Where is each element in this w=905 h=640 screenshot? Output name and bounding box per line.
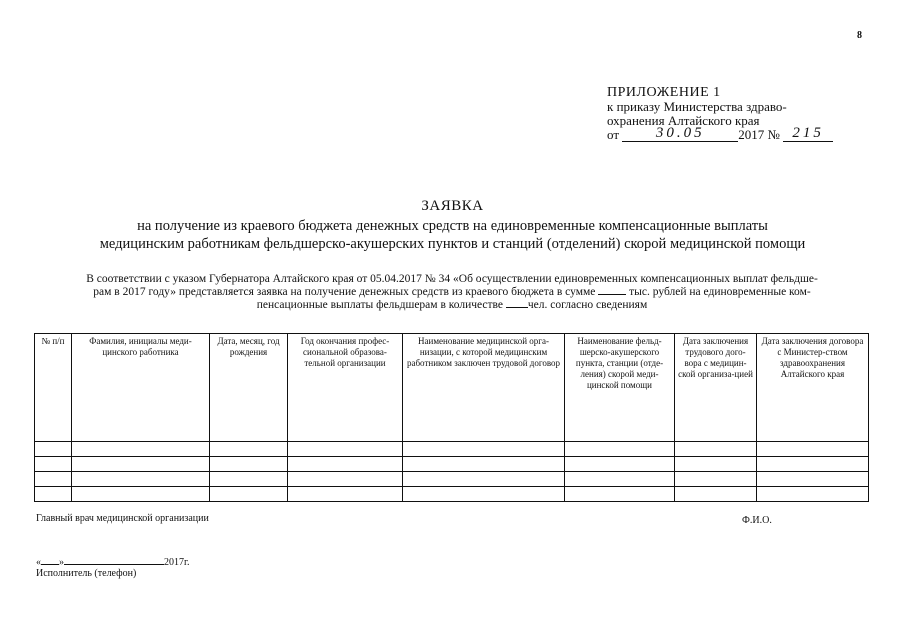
count-blank: [506, 307, 528, 308]
table-cell[interactable]: [565, 472, 675, 487]
table-cell[interactable]: [757, 442, 869, 457]
table-cell[interactable]: [675, 487, 757, 502]
table-cell[interactable]: [565, 457, 675, 472]
table-cell[interactable]: [565, 487, 675, 502]
table-cell[interactable]: [72, 472, 210, 487]
header-number: № п/п: [35, 334, 72, 442]
year-label: 2017 №: [738, 127, 780, 142]
header-ministry-contract-date: Дата заключения договора с Министер-ством здравоохранения Алтайского края: [757, 334, 869, 442]
intro-line-3: [38, 299, 866, 312]
number-field: [783, 125, 833, 142]
date-year: 2017г.: [164, 557, 190, 568]
table-cell[interactable]: [35, 487, 72, 502]
appendix-heading: ПРИЛОЖЕНИЕ 1: [607, 85, 721, 100]
table-cell[interactable]: [757, 457, 869, 472]
day-blank: [41, 564, 59, 565]
table-cell[interactable]: [210, 442, 288, 457]
date-close-quote: »: [59, 557, 64, 568]
header-medical-organization: Наименование медицинской орга-низации, с которой медицинским работником заключен трудовой договор: [403, 334, 565, 442]
intro-line-3a: пенсационные выплаты фельдшерам в количестве: [256, 299, 504, 311]
intro-paragraph: [38, 273, 866, 312]
table-cell[interactable]: [403, 442, 565, 457]
table-cell[interactable]: [757, 472, 869, 487]
table-row: [35, 472, 869, 487]
table-cell[interactable]: [72, 457, 210, 472]
table-cell[interactable]: [675, 472, 757, 487]
appendix-block: [607, 86, 833, 142]
appendix-line-2: охранения Алтайского края: [607, 113, 760, 128]
table-cell[interactable]: [210, 487, 288, 502]
month-blank: [64, 564, 164, 565]
table-header-row: [35, 334, 869, 442]
header-birthdate: Дата, месяц, год рождения: [210, 334, 288, 442]
header-station: Наименование фельд-шерско-акушерского пункта, станции (отде-ления) скорой меди-цинской помощи: [565, 334, 675, 442]
page-number: 8: [857, 30, 862, 41]
table-cell[interactable]: [675, 457, 757, 472]
table-cell[interactable]: [288, 442, 403, 457]
subtitle-line-1: на получение из краевого бюджета денежных средств на единовременные компенсационные выплаты: [137, 218, 768, 234]
table-cell[interactable]: [757, 487, 869, 502]
from-label: от: [607, 127, 620, 142]
date-field: [622, 125, 738, 142]
table-cell[interactable]: [210, 457, 288, 472]
appendix-line-1: к приказу Министерства здраво-: [607, 99, 787, 114]
appendix-date-line: [607, 125, 833, 142]
table-cell[interactable]: [403, 472, 565, 487]
chief-doctor-label: Главный врач медицинской организации: [36, 513, 209, 524]
fio-label: Ф.И.О.: [742, 515, 772, 526]
intro-line-2: [38, 286, 866, 299]
intro-line-2a: рам в 2017 году» представляется заявка на получение денежных средств из краевого бюджета в сумме: [93, 286, 596, 298]
table-cell[interactable]: [35, 442, 72, 457]
table-cell[interactable]: [35, 457, 72, 472]
date-open-quote: «: [36, 557, 41, 568]
subtitle-line-2: медицинским работникам фельдшерско-акушерских пунктов и станций (отделений) скорой медицинской помощи: [99, 236, 806, 252]
table-row: [35, 487, 869, 502]
intro-line-2b: тыс. рублей на единовременные ком-: [629, 286, 811, 298]
table-cell[interactable]: [403, 457, 565, 472]
header-name: Фамилия, инициалы меди-цинского работника: [72, 334, 210, 442]
date-line: [36, 557, 189, 568]
sum-blank: [598, 294, 626, 295]
document-title: ЗАЯВКА: [421, 198, 484, 214]
header-graduation-year: Год окончания профес-сиональной образова-тельной организации: [288, 334, 403, 442]
table-cell[interactable]: [403, 487, 565, 502]
table-cell[interactable]: [288, 457, 403, 472]
intro-line-3b: чел. согласно сведениям: [527, 299, 648, 311]
table-cell[interactable]: [72, 442, 210, 457]
header-labor-contract-date: Дата заключения трудового дого-вора с медицин-ской организа-цией: [675, 334, 757, 442]
table-cell[interactable]: [675, 442, 757, 457]
executor-label: Исполнитель (телефон): [36, 568, 137, 579]
table-cell[interactable]: [288, 487, 403, 502]
table-cell[interactable]: [72, 487, 210, 502]
document-subtitle: [0, 217, 905, 253]
table-cell[interactable]: [35, 472, 72, 487]
intro-line-1: В соответствии с указом Губернатора Алтайского края от 05.04.2017 № 34 «Об осуществлении единовременных компенсационных выплат фельдше-: [86, 273, 818, 285]
table-cell[interactable]: [210, 472, 288, 487]
table-row: [35, 457, 869, 472]
applications-table: [34, 333, 869, 502]
table-cell[interactable]: [288, 472, 403, 487]
date-handwritten: 30.05: [655, 125, 705, 141]
table-cell[interactable]: [565, 442, 675, 457]
number-handwritten: 215: [792, 125, 824, 141]
table-row: [35, 442, 869, 457]
